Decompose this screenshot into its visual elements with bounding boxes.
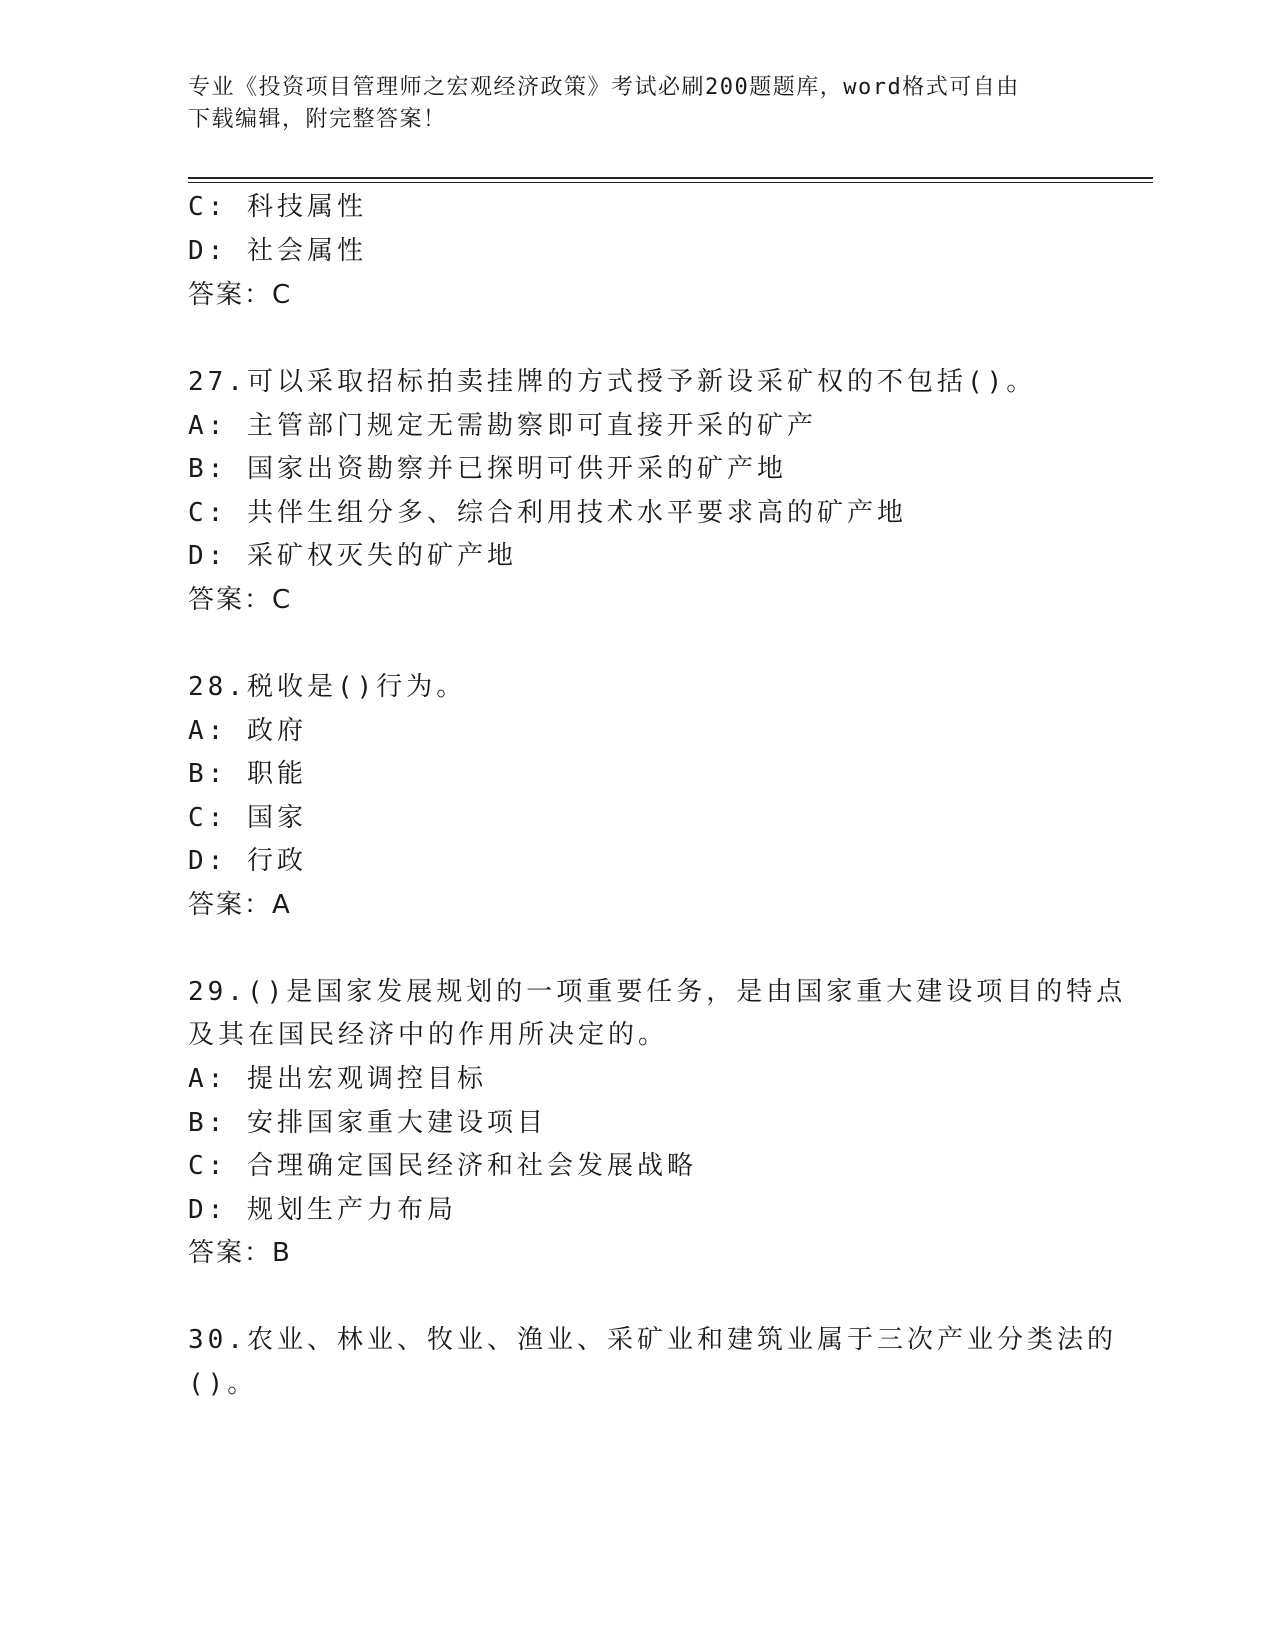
- q29-option-c: C: 合理确定国民经济和社会发展战略: [188, 1151, 697, 1181]
- q27-option-b: B: 国家出资勘察并已探明可供开采的矿产地: [188, 454, 787, 484]
- q29-option-a: A: 提出宏观调控目标: [188, 1064, 487, 1094]
- q27-option-a: A: 主管部门规定无需勘察即可直接开采的矿产: [188, 411, 817, 441]
- q28-option-d: D: 行政: [188, 846, 307, 876]
- q26-answer: 答案：C: [188, 280, 293, 310]
- q29-stem-line-2: 及其在国民经济中的作用所决定的。: [188, 1020, 669, 1050]
- header-line-1: 专业《投资项目管理师之宏观经济政策》考试必刷200题题库，word格式可自由: [188, 75, 1020, 100]
- header-divider-thin: [188, 182, 1153, 183]
- q29-answer: 答案：B: [188, 1238, 292, 1268]
- q29-option-b: B: 安排国家重大建设项目: [188, 1108, 547, 1138]
- q26-option-c: C: 科技属性: [188, 192, 367, 222]
- q27-stem: 27.可以采取招标拍卖挂牌的方式授予新设采矿权的不包括()。: [188, 367, 1037, 397]
- q27-option-d: D: 采矿权灭失的矿产地: [188, 541, 517, 571]
- q29-stem-line-1: 29.()是国家发展规划的一项重要任务，是由国家重大建设项目的特点: [188, 977, 1127, 1007]
- q28-answer: 答案：A: [188, 890, 292, 920]
- q28-option-b: B: 职能: [188, 759, 307, 789]
- q28-stem: 28.税收是()行为。: [188, 672, 467, 702]
- header-line-2: 下载编辑，附完整答案！: [188, 107, 447, 132]
- document-header: [188, 72, 1088, 136]
- q27-option-c: C: 共伴生组分多、综合利用技术水平要求高的矿产地: [188, 498, 907, 528]
- q27-answer: 答案：C: [188, 585, 293, 615]
- header-divider: [188, 177, 1153, 179]
- q30-stem-line-2: ()。: [188, 1369, 258, 1399]
- q28-option-a: A: 政府: [188, 716, 307, 746]
- q26-option-d: D: 社会属性: [188, 236, 367, 266]
- q28-option-c: C: 国家: [188, 803, 307, 833]
- q29-option-d: D: 规划生产力布局: [188, 1195, 457, 1225]
- q30-stem-line-1: 30.农业、林业、牧业、渔业、采矿业和建筑业属于三次产业分类法的: [188, 1325, 1117, 1355]
